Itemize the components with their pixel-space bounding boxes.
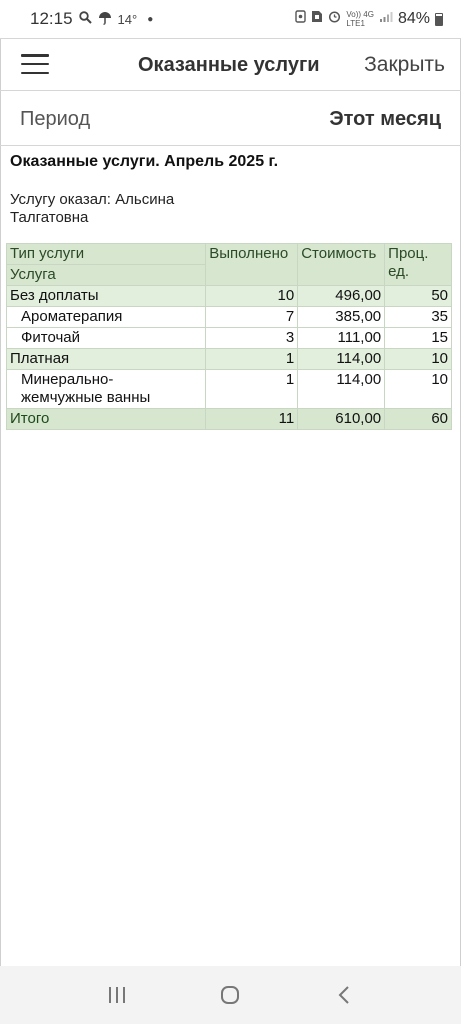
status-temperature: 14° (117, 11, 138, 27)
notification-dot-icon: ● (147, 13, 154, 25)
column-header-done: Выполнено (206, 244, 298, 286)
row-cost: 114,00 (298, 349, 385, 370)
provider-line: Талгатовна (10, 209, 89, 226)
row-done: 7 (206, 307, 298, 328)
network-indicator (346, 10, 374, 28)
column-header-service: Услуга (7, 265, 206, 286)
status-time: 12:15 (30, 9, 73, 28)
home-icon (220, 985, 240, 1005)
total-done: 11 (206, 409, 298, 430)
app-header (0, 38, 461, 91)
column-header-proc (385, 244, 452, 286)
report-table (6, 243, 452, 430)
system-nav-bar (0, 966, 461, 1024)
home-button[interactable] (210, 975, 250, 1015)
battery-percent: 84% (397, 10, 430, 27)
row-name: Фиточай (7, 328, 206, 349)
row-name: Ароматерапия (7, 307, 206, 328)
hamburger-icon-line (21, 63, 49, 66)
row-proc: 10 (385, 349, 452, 370)
sim-icon (311, 10, 323, 28)
table-header-row (7, 244, 452, 265)
period-value[interactable]: Этот месяц (329, 108, 441, 130)
close-button[interactable]: Закрыть (364, 53, 445, 76)
row-cost: 496,00 (298, 286, 385, 307)
screenshot-icon (295, 10, 306, 28)
column-header-cost: Стоимость (298, 244, 385, 286)
row-cost: 114,00 (298, 370, 385, 409)
table-row (7, 328, 452, 349)
row-done: 3 (206, 328, 298, 349)
total-row (7, 409, 452, 430)
total-label: Итого (7, 409, 206, 430)
search-icon (79, 11, 92, 27)
row-name-line: жемчужные ванны (21, 389, 151, 406)
recent-apps-icon (107, 986, 127, 1004)
recent-apps-button[interactable] (97, 975, 137, 1015)
network-top-label: Vo)) 4G (346, 10, 374, 19)
signal-icon (379, 10, 393, 28)
period-selector[interactable] (0, 92, 461, 146)
row-done: 1 (206, 370, 298, 409)
column-header-proc-line: Проц. (388, 245, 429, 262)
hamburger-icon-line (21, 72, 49, 75)
row-proc: 10 (385, 370, 452, 409)
report-title: Оказанные услуги. Апрель 2025 г. (10, 153, 279, 170)
menu-button[interactable] (21, 54, 49, 74)
back-button[interactable] (324, 975, 364, 1015)
status-right (295, 10, 443, 28)
row-cost: 111,00 (298, 328, 385, 349)
status-bar (0, 0, 461, 38)
column-header-proc-line: ед. (388, 263, 410, 280)
umbrella-icon (98, 11, 112, 28)
row-proc: 50 (385, 286, 452, 307)
network-bottom-label: LTE1 (346, 19, 365, 28)
row-proc: 15 (385, 328, 452, 349)
table-row (7, 286, 452, 307)
row-cost: 385,00 (298, 307, 385, 328)
provider-line: Услугу оказал: Альсина (10, 191, 175, 208)
row-name (7, 370, 206, 409)
row-name: Без доплаты (7, 286, 206, 307)
page-title: Оказанные услуги (138, 54, 320, 76)
row-proc: 35 (385, 307, 452, 328)
row-done: 10 (206, 286, 298, 307)
row-name-line: Минерально- (21, 371, 114, 388)
row-done: 1 (206, 349, 298, 370)
total-cost: 610,00 (298, 409, 385, 430)
column-header-type: Тип услуги (7, 244, 206, 265)
period-label: Период (20, 108, 91, 130)
table-row (7, 370, 452, 409)
table-row (7, 307, 452, 328)
alarm-icon (328, 10, 341, 28)
row-name: Платная (7, 349, 206, 370)
battery-icon (435, 13, 443, 26)
table-row (7, 349, 452, 370)
total-proc: 60 (385, 409, 452, 430)
back-icon (337, 985, 351, 1005)
hamburger-icon-line (21, 54, 49, 57)
provider-text (10, 191, 250, 227)
status-left (30, 9, 153, 29)
